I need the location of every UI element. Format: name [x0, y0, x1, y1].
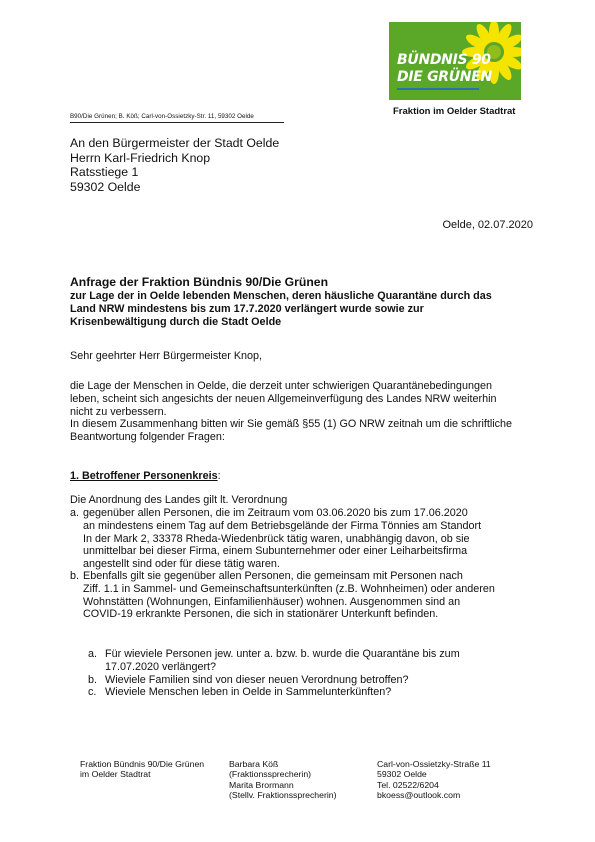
logo-underline: [397, 88, 479, 90]
text-line: 17.07.2020 verlängert?: [105, 660, 217, 673]
letter-date: Oelde, 02.07.2020: [442, 219, 533, 231]
text-line: Für wieviele Personen jew. unter a. bzw. b. wurde die Quarantäne bis zum: [105, 648, 460, 660]
text-line: Ziff. 1.1 in Sammel- und Gemeinschaftsunterkünften (z.B. Wohnheimen) oder anderen: [83, 582, 495, 595]
subject-line: Krisenbewältigung durch die Stadt Oelde: [70, 316, 282, 328]
subject-line: zur Lage der in Oelde lebenden Menschen, deren häusliche Quarantäne durch das: [70, 290, 492, 302]
text-line: die Lage der Menschen in Oelde, die derzeit unter schwierigen Quarantänebedingungen: [70, 380, 492, 392]
text-line: nicht zu verbessern.: [70, 405, 167, 418]
logo-text-line1: BÜNDNIS 90: [397, 52, 491, 68]
logo-text-line2: DIE GRÜNEN: [397, 69, 492, 85]
list-item-a: [70, 507, 550, 571]
footer-line: Carl-von-Ossietzky-Straße 11: [377, 759, 491, 769]
text-line: Beantwortung folgender Fragen:: [70, 431, 225, 444]
subject-subtitle: [70, 290, 540, 329]
footer-organization: [80, 759, 204, 780]
list-label: a.: [70, 507, 80, 519]
text-line: In diesem Zusammenhang bitten wir Sie gemäß §55 (1) GO NRW zeitnah um die schriftliche: [70, 418, 513, 431]
subject-line: Land NRW mindestens bis zum 17.7.2020 verlängert wurde sowie zur: [70, 303, 424, 315]
text-line: Wieviele Menschen leben in Oelde in Sammelunterkünften?: [105, 686, 392, 699]
intro-paragraph: [70, 380, 548, 444]
recipient-address: [70, 136, 279, 194]
text-line: In der Mark 2, 33378 Rheda-Wiedenbrück tätig waren, unabhängig davon, ob sie: [83, 532, 470, 545]
footer-speakers: [229, 759, 337, 800]
text-line: Wieviele Familien sind von dieser neuen Verordnung betroffen?: [105, 673, 409, 686]
footer-line: im Oelder Stadtrat: [80, 769, 151, 780]
footer-line: Barbara Köß: [229, 759, 279, 769]
list-item-b: [70, 570, 550, 621]
recipient-line: 59302 Oelde: [70, 179, 141, 194]
question-item: [88, 674, 538, 687]
text-line: gegenüber allen Personen, die im Zeitraum vom 03.06.2020 bis zum 17.06.2020: [83, 507, 468, 519]
text-line: COVID-19 erkrankte Personen, die sich in stationärer Unterkunft befinden.: [83, 608, 439, 621]
footer-line: (Stellv. Fraktionssprecherin): [229, 789, 337, 800]
footer-line: (Fraktionssprecherin): [229, 769, 312, 780]
party-logo: [389, 22, 521, 100]
footer-line: Marita Brormann: [229, 779, 294, 790]
anordnung-line: Die Anordnung des Landes gilt lt. Verordnung: [70, 494, 288, 506]
footer-line: 59302 Oelde: [377, 769, 427, 780]
salutation: Sehr geehrter Herr Bürgermeister Knop,: [70, 350, 263, 362]
section-heading-colon: :: [217, 470, 221, 482]
text-line: Ebenfalls gilt sie gegenüber allen Personen, die gemeinsam mit Personen nach: [83, 570, 463, 582]
section-heading-text: 1. Betroffener Personenkreis: [70, 470, 218, 482]
footer-contact: [377, 759, 491, 800]
recipient-line: An den Bürgermeister der Stadt Oelde: [70, 136, 280, 150]
recipient-line: Herrn Karl-Friedrich Knop: [70, 150, 211, 165]
footer-line: Tel. 02522/6204: [377, 779, 439, 790]
question-list: [88, 648, 538, 699]
text-line: an mindestens einem Tag auf dem Betriebsgelände der Firma Tönnies am Standort: [83, 519, 482, 532]
section-heading: [70, 470, 221, 482]
question-item: [88, 686, 538, 699]
text-line: angestellt sind oder für diese tätig waren.: [83, 558, 280, 571]
list-label: b.: [70, 570, 80, 582]
logo-caption: Fraktion im Oelder Stadtrat: [393, 106, 516, 117]
question-item: [88, 648, 538, 674]
recipient-line: Ratsstiege 1: [70, 165, 139, 180]
footer-email: bkoess@outlook.com: [377, 789, 461, 800]
subject-block: [70, 275, 540, 329]
subject-title: Anfrage der Fraktion Bündnis 90/Die Grünen: [70, 275, 329, 289]
question-label: a.: [88, 648, 98, 660]
text-line: unmittelbar bei dieser Firma, einem Subunternehmer oder einer Leiharbeitsfirma: [83, 545, 468, 558]
question-label: b.: [88, 673, 98, 686]
footer-line: Fraktion Bündnis 90/Die Grünen: [80, 759, 205, 769]
text-line: Wohnstätten (Wohnungen, Einfamilienhäuser) wohnen. Ausgenommen sind an: [83, 595, 461, 608]
question-label: c.: [88, 686, 97, 699]
return-address: B90/Die Grünen; B. Köß; Carl-von-Ossietzky-Str. 11, 59302 Oelde: [70, 113, 284, 123]
text-line: leben, scheint sich angesichts der neuen Allgemeinverfügung des Landes NRW weiterhin: [70, 392, 497, 405]
